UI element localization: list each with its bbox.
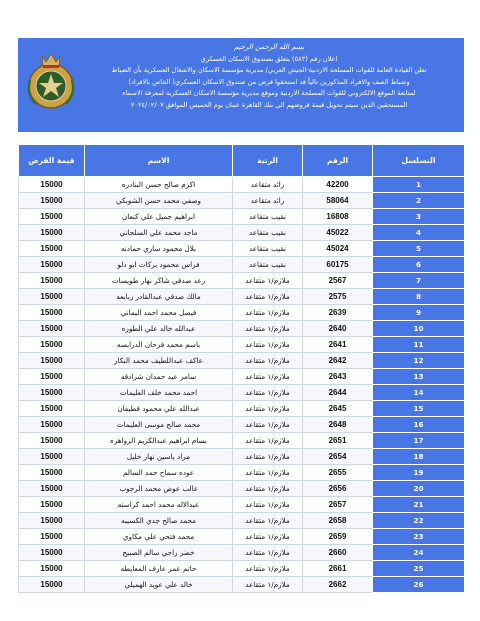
cell-loan-value: 15000 — [40, 196, 63, 205]
announcement-banner — [18, 38, 464, 132]
cell-rank: ملازم/١ متقاعد — [233, 561, 303, 577]
cell-seq — [373, 529, 465, 545]
cell-rank: ملازم/١ متقاعد — [233, 577, 303, 593]
table-row — [19, 497, 465, 513]
cell-number — [303, 353, 373, 369]
cell-loan — [19, 289, 85, 305]
table-row — [19, 433, 465, 449]
cell-number — [303, 449, 373, 465]
cell-loan — [19, 561, 85, 577]
cell-seq — [373, 353, 465, 369]
cell-number-value: 2656 — [328, 484, 347, 493]
cell-seq-value: 20 — [413, 484, 424, 493]
cell-loan — [19, 449, 85, 465]
cell-seq — [373, 481, 465, 497]
cell-seq — [373, 369, 465, 385]
cell-seq-value: 7 — [415, 276, 421, 285]
cell-seq-value: 26 — [413, 580, 424, 589]
cell-loan-value: 15000 — [40, 500, 63, 509]
cell-seq — [373, 337, 465, 353]
cell-name: محمد صالح جدي الكسيبه — [85, 513, 233, 529]
cell-loan — [19, 193, 85, 209]
cell-loan — [19, 465, 85, 481]
cell-name: حاتم عمر عارف المعايطه — [85, 561, 233, 577]
cell-number — [303, 497, 373, 513]
cell-loan — [19, 497, 85, 513]
cell-number-value: 58064 — [326, 196, 349, 205]
cell-loan — [19, 385, 85, 401]
cell-seq — [373, 401, 465, 417]
cell-number-value: 2641 — [328, 340, 347, 349]
cell-rank: ملازم/١ متقاعد — [233, 497, 303, 513]
cell-seq — [373, 225, 465, 241]
table-row — [19, 577, 465, 593]
announcement-title: اعلان رقم (٥٨٣) يتعلق بصندوق الاسكان العسكري — [200, 54, 338, 63]
cell-name: غالب عوض محمد الرجوب — [85, 481, 233, 497]
cell-rank: ملازم/١ متقاعد — [233, 369, 303, 385]
table-body — [19, 177, 465, 593]
cell-number-value: 2642 — [328, 356, 347, 365]
table-row — [19, 561, 465, 577]
cell-seq-value: 22 — [413, 516, 424, 525]
cell-rank: ملازم/١ متقاعد — [233, 417, 303, 433]
cell-name: عبدالله علي محمود قطيفان — [85, 401, 233, 417]
table-row — [19, 321, 465, 337]
cell-rank: ملازم/١ متقاعد — [233, 465, 303, 481]
cell-name: عبدالله خالد علي الطوره — [85, 321, 233, 337]
cell-seq-value: 6 — [415, 260, 421, 269]
table-row — [19, 545, 465, 561]
cell-loan — [19, 417, 85, 433]
cell-seq-value: 23 — [413, 532, 424, 541]
cell-loan — [19, 257, 85, 273]
cell-seq-value: 4 — [415, 228, 421, 237]
table-row — [19, 481, 465, 497]
cell-seq-value: 8 — [415, 292, 421, 301]
cell-seq — [373, 385, 465, 401]
cell-seq-value: 17 — [413, 436, 424, 445]
cell-rank: ملازم/١ متقاعد — [233, 305, 303, 321]
cell-seq-value: 19 — [413, 468, 424, 477]
cell-name: احمد محمد خلف العليمات — [85, 385, 233, 401]
table-row — [19, 177, 465, 193]
cell-seq — [373, 465, 465, 481]
cell-number — [303, 513, 373, 529]
cell-name: محمد صالح موسى العليمات — [85, 417, 233, 433]
cell-rank: رائد متقاعد — [233, 193, 303, 209]
cell-seq — [373, 513, 465, 529]
cell-seq — [373, 561, 465, 577]
cell-loan-value: 15000 — [40, 180, 63, 189]
cell-loan — [19, 513, 85, 529]
cell-rank: ملازم/١ متقاعد — [233, 289, 303, 305]
column-header-number: الرقم — [303, 145, 373, 177]
cell-rank: ملازم/١ متقاعد — [233, 481, 303, 497]
cell-name: خضر راجي سالم الصبيح — [85, 545, 233, 561]
cell-loan-value: 15000 — [40, 340, 63, 349]
table-row — [19, 337, 465, 353]
cell-loan-value: 15000 — [40, 244, 63, 253]
table-row — [19, 209, 465, 225]
cell-loan-value: 15000 — [40, 308, 63, 317]
cell-seq-value: 14 — [413, 388, 424, 397]
cell-name: اكرم صالح حسن البنادره — [85, 177, 233, 193]
cell-name: مراد ياسين نهار خليل — [85, 449, 233, 465]
cell-rank: نقيب متقاعد — [233, 209, 303, 225]
cell-seq — [373, 209, 465, 225]
cell-number-value: 2655 — [328, 468, 347, 477]
cell-loan-value: 15000 — [40, 228, 63, 237]
cell-rank: رائد متقاعد — [233, 177, 303, 193]
cell-number — [303, 369, 373, 385]
cell-loan — [19, 209, 85, 225]
cell-number — [303, 305, 373, 321]
cell-loan-value: 15000 — [40, 372, 63, 381]
table-row — [19, 305, 465, 321]
cell-loan-value: 15000 — [40, 404, 63, 413]
cell-name: بلال محمود ساري حمادنه — [85, 241, 233, 257]
cell-number — [303, 401, 373, 417]
cell-rank: ملازم/١ متقاعد — [233, 529, 303, 545]
cell-loan — [19, 353, 85, 369]
cell-number — [303, 433, 373, 449]
cell-seq-value: 5 — [415, 244, 421, 253]
table-row — [19, 465, 465, 481]
cell-seq — [373, 433, 465, 449]
cell-name: مالك صدقي عبدالقادر ربابعه — [85, 289, 233, 305]
cell-number — [303, 193, 373, 209]
cell-loan-value: 15000 — [40, 420, 63, 429]
cell-seq-value: 18 — [413, 452, 424, 461]
cell-seq-value: 16 — [413, 420, 424, 429]
cell-number-value: 2659 — [328, 532, 347, 541]
cell-loan-value: 15000 — [40, 548, 63, 557]
cell-seq — [373, 177, 465, 193]
cell-name: محمد فتحي علي مكاوي — [85, 529, 233, 545]
cell-seq — [373, 497, 465, 513]
cell-number — [303, 545, 373, 561]
cell-loan-value: 15000 — [40, 580, 63, 589]
cell-rank: ملازم/١ متقاعد — [233, 337, 303, 353]
cell-number-value: 2645 — [328, 404, 347, 413]
cell-name: عاكف عبداللطيف محمد البكار — [85, 353, 233, 369]
cell-loan-value: 15000 — [40, 436, 63, 445]
cell-name: باسم محمد فرحان الدرابسه — [85, 337, 233, 353]
cell-name: بسام ابراهيم عبدالكريم الزواهره — [85, 433, 233, 449]
cell-loan-value: 15000 — [40, 452, 63, 461]
cell-rank: ملازم/١ متقاعد — [233, 353, 303, 369]
table-row — [19, 289, 465, 305]
cell-name: ماجد محمد علي السلحاني — [85, 225, 233, 241]
cell-number — [303, 289, 373, 305]
cell-number — [303, 529, 373, 545]
cell-number — [303, 561, 373, 577]
cell-loan-value: 15000 — [40, 260, 63, 269]
cell-number — [303, 241, 373, 257]
cell-name: عوده سماح حمد السالم — [85, 465, 233, 481]
cell-seq-value: 11 — [413, 340, 424, 349]
cell-seq — [373, 273, 465, 289]
cell-name: سامر عيد حمدان شرادقه — [85, 369, 233, 385]
cell-loan-value: 15000 — [40, 276, 63, 285]
column-header-seq: التسلسل — [373, 145, 465, 177]
cell-rank: ملازم/١ متقاعد — [233, 433, 303, 449]
cell-seq — [373, 193, 465, 209]
cell-rank: ملازم/١ متقاعد — [233, 401, 303, 417]
cell-number-value: 2567 — [328, 276, 347, 285]
cell-number-value: 2661 — [328, 564, 347, 573]
cell-seq-value: 2 — [415, 196, 421, 205]
cell-name: فراس محمود بركات ابو دلو — [85, 257, 233, 273]
cell-loan — [19, 433, 85, 449]
table-row — [19, 225, 465, 241]
cell-number — [303, 577, 373, 593]
announcement-line: المستحقين الذين سيتم تحويل قيمة قروضهم الى بنك القاهرة عمان يوم الخميس الموافق ٢٠٢٤/٠٢/٠٧ — [130, 100, 408, 109]
cell-rank: ملازم/١ متقاعد — [233, 321, 303, 337]
cell-loan — [19, 177, 85, 193]
cell-seq — [373, 449, 465, 465]
cell-number-value: 45024 — [326, 244, 349, 253]
column-header-loan: قيمة القرض — [19, 145, 85, 177]
cell-loan — [19, 305, 85, 321]
cell-seq — [373, 289, 465, 305]
cell-loan-value: 15000 — [40, 516, 63, 525]
cell-loan — [19, 529, 85, 545]
jordan-armed-forces-emblem-icon — [24, 50, 78, 112]
table-row — [19, 273, 465, 289]
cell-number-value: 2643 — [328, 372, 347, 381]
cell-number-value: 2640 — [328, 324, 347, 333]
cell-loan-value: 15000 — [40, 292, 63, 301]
cell-seq — [373, 577, 465, 593]
cell-number — [303, 465, 373, 481]
cell-number-value: 2662 — [328, 580, 347, 589]
cell-name: وصفي محمد حسن الشوبكي — [85, 193, 233, 209]
cell-loan — [19, 545, 85, 561]
cell-number — [303, 337, 373, 353]
cell-rank: نقيب متقاعد — [233, 257, 303, 273]
cell-seq-value: 21 — [413, 500, 424, 509]
table-row — [19, 449, 465, 465]
column-header-rank: الرتبة — [233, 145, 303, 177]
basmala-line: بسم الله الرحمن الرحيم — [233, 43, 305, 51]
cell-seq-value: 12 — [413, 356, 424, 365]
cell-number — [303, 481, 373, 497]
cell-number — [303, 209, 373, 225]
table-row — [19, 257, 465, 273]
cell-number-value: 2658 — [328, 516, 347, 525]
loan-recipients-table — [18, 144, 465, 593]
table-row — [19, 401, 465, 417]
cell-loan — [19, 241, 85, 257]
cell-number — [303, 257, 373, 273]
cell-loan-value: 15000 — [40, 212, 63, 221]
cell-name: ابراهيم جميل علي كنعان — [85, 209, 233, 225]
cell-rank: ملازم/١ متقاعد — [233, 273, 303, 289]
cell-loan — [19, 321, 85, 337]
cell-number-value: 2648 — [328, 420, 347, 429]
cell-number-value: 45022 — [326, 228, 349, 237]
cell-rank: ملازم/١ متقاعد — [233, 513, 303, 529]
cell-loan — [19, 401, 85, 417]
table-row — [19, 353, 465, 369]
cell-rank: ملازم/١ متقاعد — [233, 545, 303, 561]
cell-loan — [19, 273, 85, 289]
cell-seq — [373, 545, 465, 561]
cell-loan — [19, 577, 85, 593]
cell-loan — [19, 225, 85, 241]
cell-rank: نقيب متقاعد — [233, 225, 303, 241]
cell-loan-value: 15000 — [40, 388, 63, 397]
cell-name: فيصل محمد احمد اليماني — [85, 305, 233, 321]
table-row — [19, 385, 465, 401]
cell-number — [303, 385, 373, 401]
cell-loan-value: 15000 — [40, 532, 63, 541]
cell-seq-value: 15 — [413, 404, 424, 413]
cell-seq-value: 24 — [413, 548, 424, 557]
cell-seq — [373, 321, 465, 337]
cell-number — [303, 321, 373, 337]
cell-loan — [19, 481, 85, 497]
cell-number-value: 2651 — [328, 436, 347, 445]
cell-loan-value: 15000 — [40, 324, 63, 333]
cell-seq-value: 10 — [413, 324, 424, 333]
table-row — [19, 529, 465, 545]
cell-seq — [373, 241, 465, 257]
cell-number — [303, 417, 373, 433]
cell-loan-value: 15000 — [40, 468, 63, 477]
cell-loan-value: 15000 — [40, 484, 63, 493]
cell-rank: ملازم/١ متقاعد — [233, 385, 303, 401]
cell-number-value: 2639 — [328, 308, 347, 317]
announcement-line: تعلن القيادة العامة للقوات المسلحة الاردنية-الجيش العربي/ مديرية مؤسسة الاسكان والاشغال العسكرية بأن الضباط — [111, 66, 427, 75]
cell-seq — [373, 417, 465, 433]
cell-name: عبدالاله محمد احمد كراسنه — [85, 497, 233, 513]
cell-seq-value: 3 — [415, 212, 421, 221]
cell-seq-value: 25 — [413, 564, 424, 573]
cell-loan — [19, 369, 85, 385]
cell-name: خالد علي عويد الهميلي — [85, 577, 233, 593]
table-row — [19, 513, 465, 529]
column-header-name: الاسم — [85, 145, 233, 177]
cell-rank: ملازم/١ متقاعد — [233, 449, 303, 465]
cell-number-value: 2575 — [328, 292, 347, 301]
cell-number-value: 2644 — [328, 388, 347, 397]
cell-seq-value: 1 — [415, 180, 421, 189]
cell-rank: نقيب متقاعد — [233, 241, 303, 257]
cell-number — [303, 273, 373, 289]
cell-number-value: 60175 — [326, 260, 349, 269]
cell-number-value: 16808 — [326, 212, 349, 221]
cell-name: رعد صدقي شاكر نهار طويسات — [85, 273, 233, 289]
table-row — [19, 193, 465, 209]
table-row — [19, 369, 465, 385]
table-row — [19, 417, 465, 433]
cell-seq — [373, 305, 465, 321]
table-header-row — [19, 145, 465, 177]
announcement-text — [80, 42, 458, 112]
cell-seq — [373, 257, 465, 273]
cell-number-value: 2654 — [328, 452, 347, 461]
cell-loan-value: 15000 — [40, 564, 63, 573]
cell-number-value: 2660 — [328, 548, 347, 557]
cell-seq-value: 9 — [415, 308, 421, 317]
cell-loan-value: 15000 — [40, 356, 63, 365]
cell-seq-value: 13 — [413, 372, 424, 381]
table-row — [19, 241, 465, 257]
cell-number-value: 2657 — [328, 500, 347, 509]
cell-loan — [19, 337, 85, 353]
cell-number-value: 42200 — [326, 180, 349, 189]
announcement-line: لمتابعة الموقع الالكتروني للقوات المسلحة الاردنية وموقع مديرية مؤسسة الاسكان العسكرية لمعرفة الاسماء — [122, 89, 416, 98]
announcement-line: وضباط الصف والافراد المذكورين تالياً قد استحقوا قرض من صندوق الاسكان العسكري( الخاص بالافراد) — [128, 77, 410, 86]
cell-number — [303, 177, 373, 193]
cell-number — [303, 225, 373, 241]
